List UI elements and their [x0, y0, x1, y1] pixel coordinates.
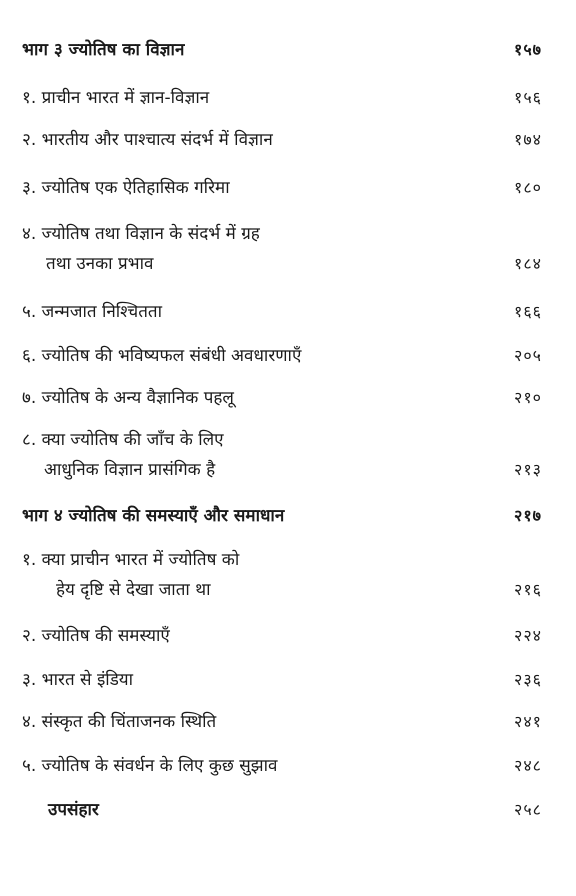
toc-entry — [22, 548, 542, 608]
page-number: १७४ — [514, 130, 542, 149]
toc-entry — [22, 222, 542, 282]
part-title: भाग ३ ज्योतिष का विज्ञान — [22, 40, 185, 60]
page-number: २५८ — [514, 800, 542, 819]
entry-title: १. प्राचीन भारत में ज्ञान-विज्ञान — [22, 88, 210, 108]
entry-title: ४. ज्योतिष तथा विज्ञान के संदर्भ में ग्रह — [22, 224, 260, 244]
page-number: २१० — [514, 388, 542, 407]
page-number: २४८ — [514, 756, 542, 775]
page-number: २१६ — [514, 580, 542, 599]
entry-title: ३. भारत से इंडिया — [22, 670, 134, 690]
entry-title-continued: हेय दृष्टि से देखा जाता था — [56, 580, 211, 600]
epilogue-title: उपसंहार — [48, 800, 99, 820]
entry-title: ५. ज्योतिष के संवर्धन के लिए कुछ सुझाव — [22, 756, 278, 776]
page-number: १८४ — [514, 254, 542, 273]
entry-title-continued: तथा उनका प्रभाव — [46, 254, 154, 274]
entry-title: ६. ज्योतिष की भविष्यफल संबंधी अवधारणाएँ — [22, 346, 302, 366]
entry-title: ५. जन्मजात निश्चितता — [22, 302, 162, 322]
entry-title-continued: आधुनिक विज्ञान प्रासंगिक है — [44, 460, 216, 480]
page-number: २१३ — [514, 460, 542, 479]
page-number: २३६ — [514, 670, 542, 689]
page-number: २४१ — [514, 712, 542, 731]
entry-title: २. ज्योतिष की समस्याएँ — [22, 626, 170, 646]
entry-title: ३. ज्योतिष एक ऐतिहासिक गरिमा — [22, 178, 230, 198]
page-number: २१७ — [514, 506, 542, 525]
toc-entry — [22, 428, 542, 488]
entry-title: १. क्या प्राचीन भारत में ज्योतिष को — [22, 550, 240, 570]
page-number: १५६ — [514, 88, 542, 107]
page-number: २०५ — [514, 346, 542, 365]
entry-title: २. भारतीय और पाश्चात्य संदर्भ में विज्ञान — [22, 130, 273, 150]
part-title: भाग ४ ज्योतिष की समस्याएँ और समाधान — [22, 506, 285, 526]
page-number: १५७ — [514, 40, 542, 59]
page-number: १८० — [514, 178, 542, 197]
entry-title: ७. ज्योतिष के अन्य वैज्ञानिक पहलू — [22, 388, 234, 408]
page-number: १६६ — [514, 302, 542, 321]
entry-title: ४. संस्कृत की चिंताजनक स्थिति — [22, 712, 217, 732]
entry-title: ८. क्या ज्योतिष की जाँच के लिए — [22, 430, 224, 450]
page-number: २२४ — [514, 626, 542, 645]
